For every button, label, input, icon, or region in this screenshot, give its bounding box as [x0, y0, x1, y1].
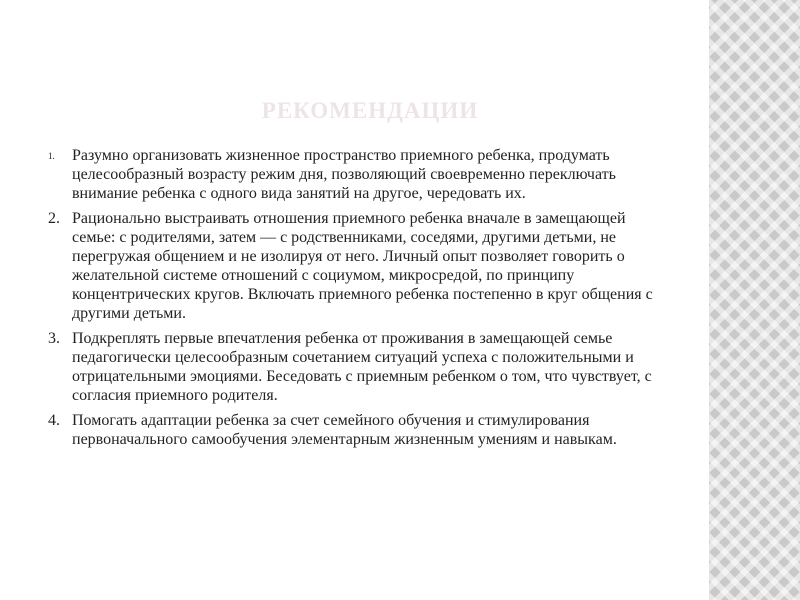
list-item [48, 209, 664, 323]
decorative-pattern-band [709, 0, 800, 600]
list-item-text: Помогать адаптации ребенка за счет семейного обучения и стимулирования первоначального самообучения элементарным жизненным умениям и навыкам. [72, 412, 617, 448]
slide-title: РЕКОМЕНДАЦИИ [261, 98, 479, 123]
list-item [48, 411, 664, 449]
list-item-number: 4. [48, 412, 60, 429]
list-item [48, 329, 664, 405]
list-item-text: Подкреплять первые впечатления ребенка от проживания в замещающей семье педагогически целесообразным сочетанием ситуаций успеха с положительными и отрицательными эмоциями. Беседовать с приемным ребенком о том, что чувствует, с согласия приемного родителя. [72, 330, 652, 404]
list-item-text: Разумно организовать жизненное пространство приемного ребенка, продумать целесообразный возрасту режим дня, позволяющий своевременно переключать внимание ребенка с одного вида занятий на другое, чередовать их. [72, 147, 616, 202]
list-item-number: 1. [48, 151, 55, 161]
list-item-text: Рационально выстраивать отношения приемного ребенка вначале в замещающей семье: с родителями, затем — с родственниками, соседями, другими детьми, не перегружая общением и не изолируя от него. Личный опыт позволяет говорить о желательной системе отношений с социумом, микросредой, по принципу концентрических кругов. Включать приемного ребенка постепенно в круг общения с другими детьми. [72, 210, 653, 322]
list-item [48, 146, 664, 203]
recommendations-list [48, 146, 664, 455]
list-item-number: 2. [48, 210, 60, 227]
list-item-number: 3. [48, 330, 60, 347]
